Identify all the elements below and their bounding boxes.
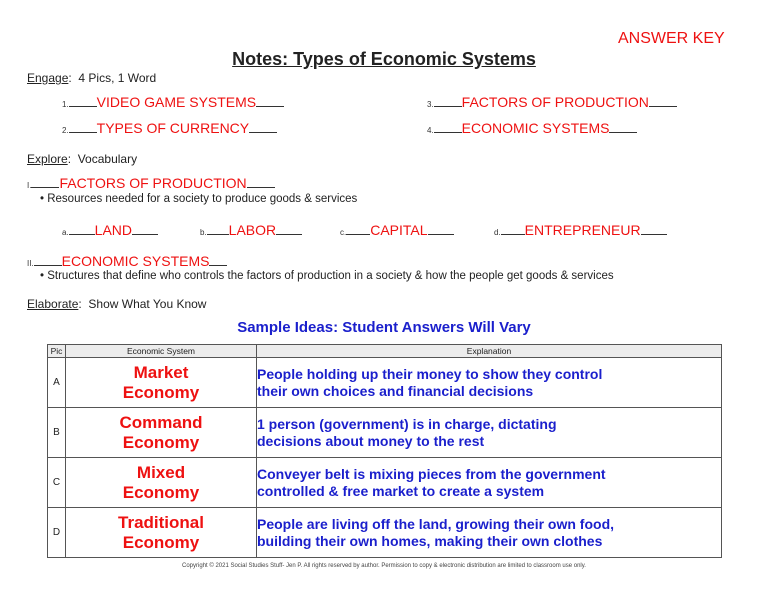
explanation-line: People holding up their money to show they control — [257, 365, 603, 382]
explanation-cell — [257, 458, 722, 508]
page-title — [0, 49, 768, 70]
vocab-part-answer: ENTREPRENEUR — [524, 222, 641, 238]
bullet-icon: • — [40, 193, 45, 205]
vocab-term-2-desc — [40, 270, 614, 282]
explanation-cell — [257, 508, 722, 558]
system-cell — [66, 508, 257, 558]
system-cell — [66, 358, 257, 408]
engage-item-number: 3. — [427, 100, 434, 109]
economic-systems-table — [47, 344, 722, 558]
system-name: Mixed — [136, 462, 186, 482]
explore-section: Explore: Vocabulary — [27, 152, 138, 166]
system-type: Economy — [122, 482, 200, 502]
explanation-line: 1 person (government) is in charge, dictating — [257, 415, 557, 432]
engage-section: Engage: 4 Pics, 1 Word — [27, 71, 157, 85]
elaborate-section: Elaborate: Show What You Know — [27, 297, 207, 311]
engage-item-number: 4. — [427, 126, 434, 135]
explore-label: Explore — [27, 152, 68, 166]
explanation-line: Conveyer belt is mixing pieces from the government — [257, 465, 606, 482]
vocab-term-answer: FACTORS OF PRODUCTION — [59, 175, 247, 191]
engage-item-answer: FACTORS OF PRODUCTION — [461, 94, 649, 110]
explanation-cell — [257, 358, 722, 408]
explanation-line: controlled & free market to create a system — [257, 482, 545, 499]
header-economic-system: Economic System — [66, 345, 257, 358]
table-row — [48, 458, 722, 508]
system-type: Economy — [122, 432, 200, 452]
engage-item-answer: VIDEO GAME SYSTEMS — [96, 94, 257, 110]
vocab-part-b — [200, 222, 302, 238]
copyright-footer: Copyright © 2021 Social Studies Stuff- Jen P. All rights reserved by author. Permission to copy & electronic distribution are limited to classroom use only. — [182, 563, 586, 569]
vocab-part-answer: LAND — [94, 222, 133, 238]
vocab-part-a — [62, 222, 158, 238]
answer-key-label: ANSWER KEY — [618, 30, 725, 47]
system-cell — [66, 458, 257, 508]
vocab-term-1 — [27, 175, 275, 191]
header-pic: Pic — [48, 345, 66, 358]
vocab-term-description: Resources needed for a society to produce goods & services — [47, 193, 358, 205]
explanation-line: People are living off the land, growing their own food, — [257, 515, 615, 532]
system-type: Economy — [122, 532, 200, 552]
engage-item-2 — [62, 120, 277, 136]
engage-item-3 — [427, 94, 677, 110]
table-row — [48, 508, 722, 558]
system-name: Command — [119, 412, 203, 432]
engage-item-number: 1. — [62, 100, 69, 109]
vocab-part-answer: CAPITAL — [370, 222, 428, 238]
page-title-text: Notes: Types of Economic Systems — [232, 49, 536, 69]
vocab-part-answer: LABOR — [228, 222, 277, 238]
pic-cell: D — [48, 508, 66, 558]
system-name: Market — [133, 362, 189, 382]
system-cell — [66, 408, 257, 458]
vocab-term-answer: ECONOMIC SYSTEMS — [61, 253, 210, 269]
vocab-part-c — [340, 222, 454, 238]
vocab-part-letter: a. — [62, 228, 69, 237]
explanation-line: decisions about money to the rest — [257, 432, 485, 449]
engage-item-answer: ECONOMIC SYSTEMS — [461, 120, 610, 136]
explanation-cell — [257, 408, 722, 458]
engage-item-1 — [62, 94, 284, 110]
explanation-line: their own choices and financial decisions — [257, 382, 534, 399]
vocab-term-number: II. — [27, 259, 34, 268]
elaborate-text: Show What You Know — [88, 297, 207, 311]
engage-text: 4 Pics, 1 Word — [78, 71, 157, 85]
vocab-term-number: I. — [27, 181, 32, 190]
vocab-part-letter: c. — [340, 228, 347, 237]
elaborate-label: Elaborate — [27, 297, 79, 311]
vocab-term-2 — [27, 253, 227, 269]
system-name: Traditional — [118, 512, 204, 532]
vocab-part-d — [494, 222, 667, 238]
vocab-term-1-desc — [40, 193, 357, 205]
header-explanation: Explanation — [257, 345, 722, 358]
vocab-part-letter: d. — [494, 228, 501, 237]
sample-ideas-heading: Sample Ideas: Student Answers Will Vary — [237, 319, 531, 336]
table-row — [48, 358, 722, 408]
pic-cell: A — [48, 358, 66, 408]
table-row — [48, 408, 722, 458]
explanation-line: building their own homes, making their own clothes — [257, 532, 603, 549]
engage-label: Engage — [27, 71, 69, 85]
engage-item-4 — [427, 120, 637, 136]
bullet-icon: • — [40, 270, 45, 282]
vocab-part-letter: b. — [200, 228, 207, 237]
pic-cell: C — [48, 458, 66, 508]
pic-cell: B — [48, 408, 66, 458]
engage-item-answer: TYPES OF CURRENCY — [96, 120, 250, 136]
vocab-term-description: Structures that define who controls the factors of production in a society & how the people get goods & services — [47, 270, 614, 282]
table-header-row — [48, 345, 722, 358]
system-type: Economy — [122, 382, 200, 402]
explore-text: Vocabulary — [77, 152, 138, 166]
engage-item-number: 2. — [62, 126, 69, 135]
